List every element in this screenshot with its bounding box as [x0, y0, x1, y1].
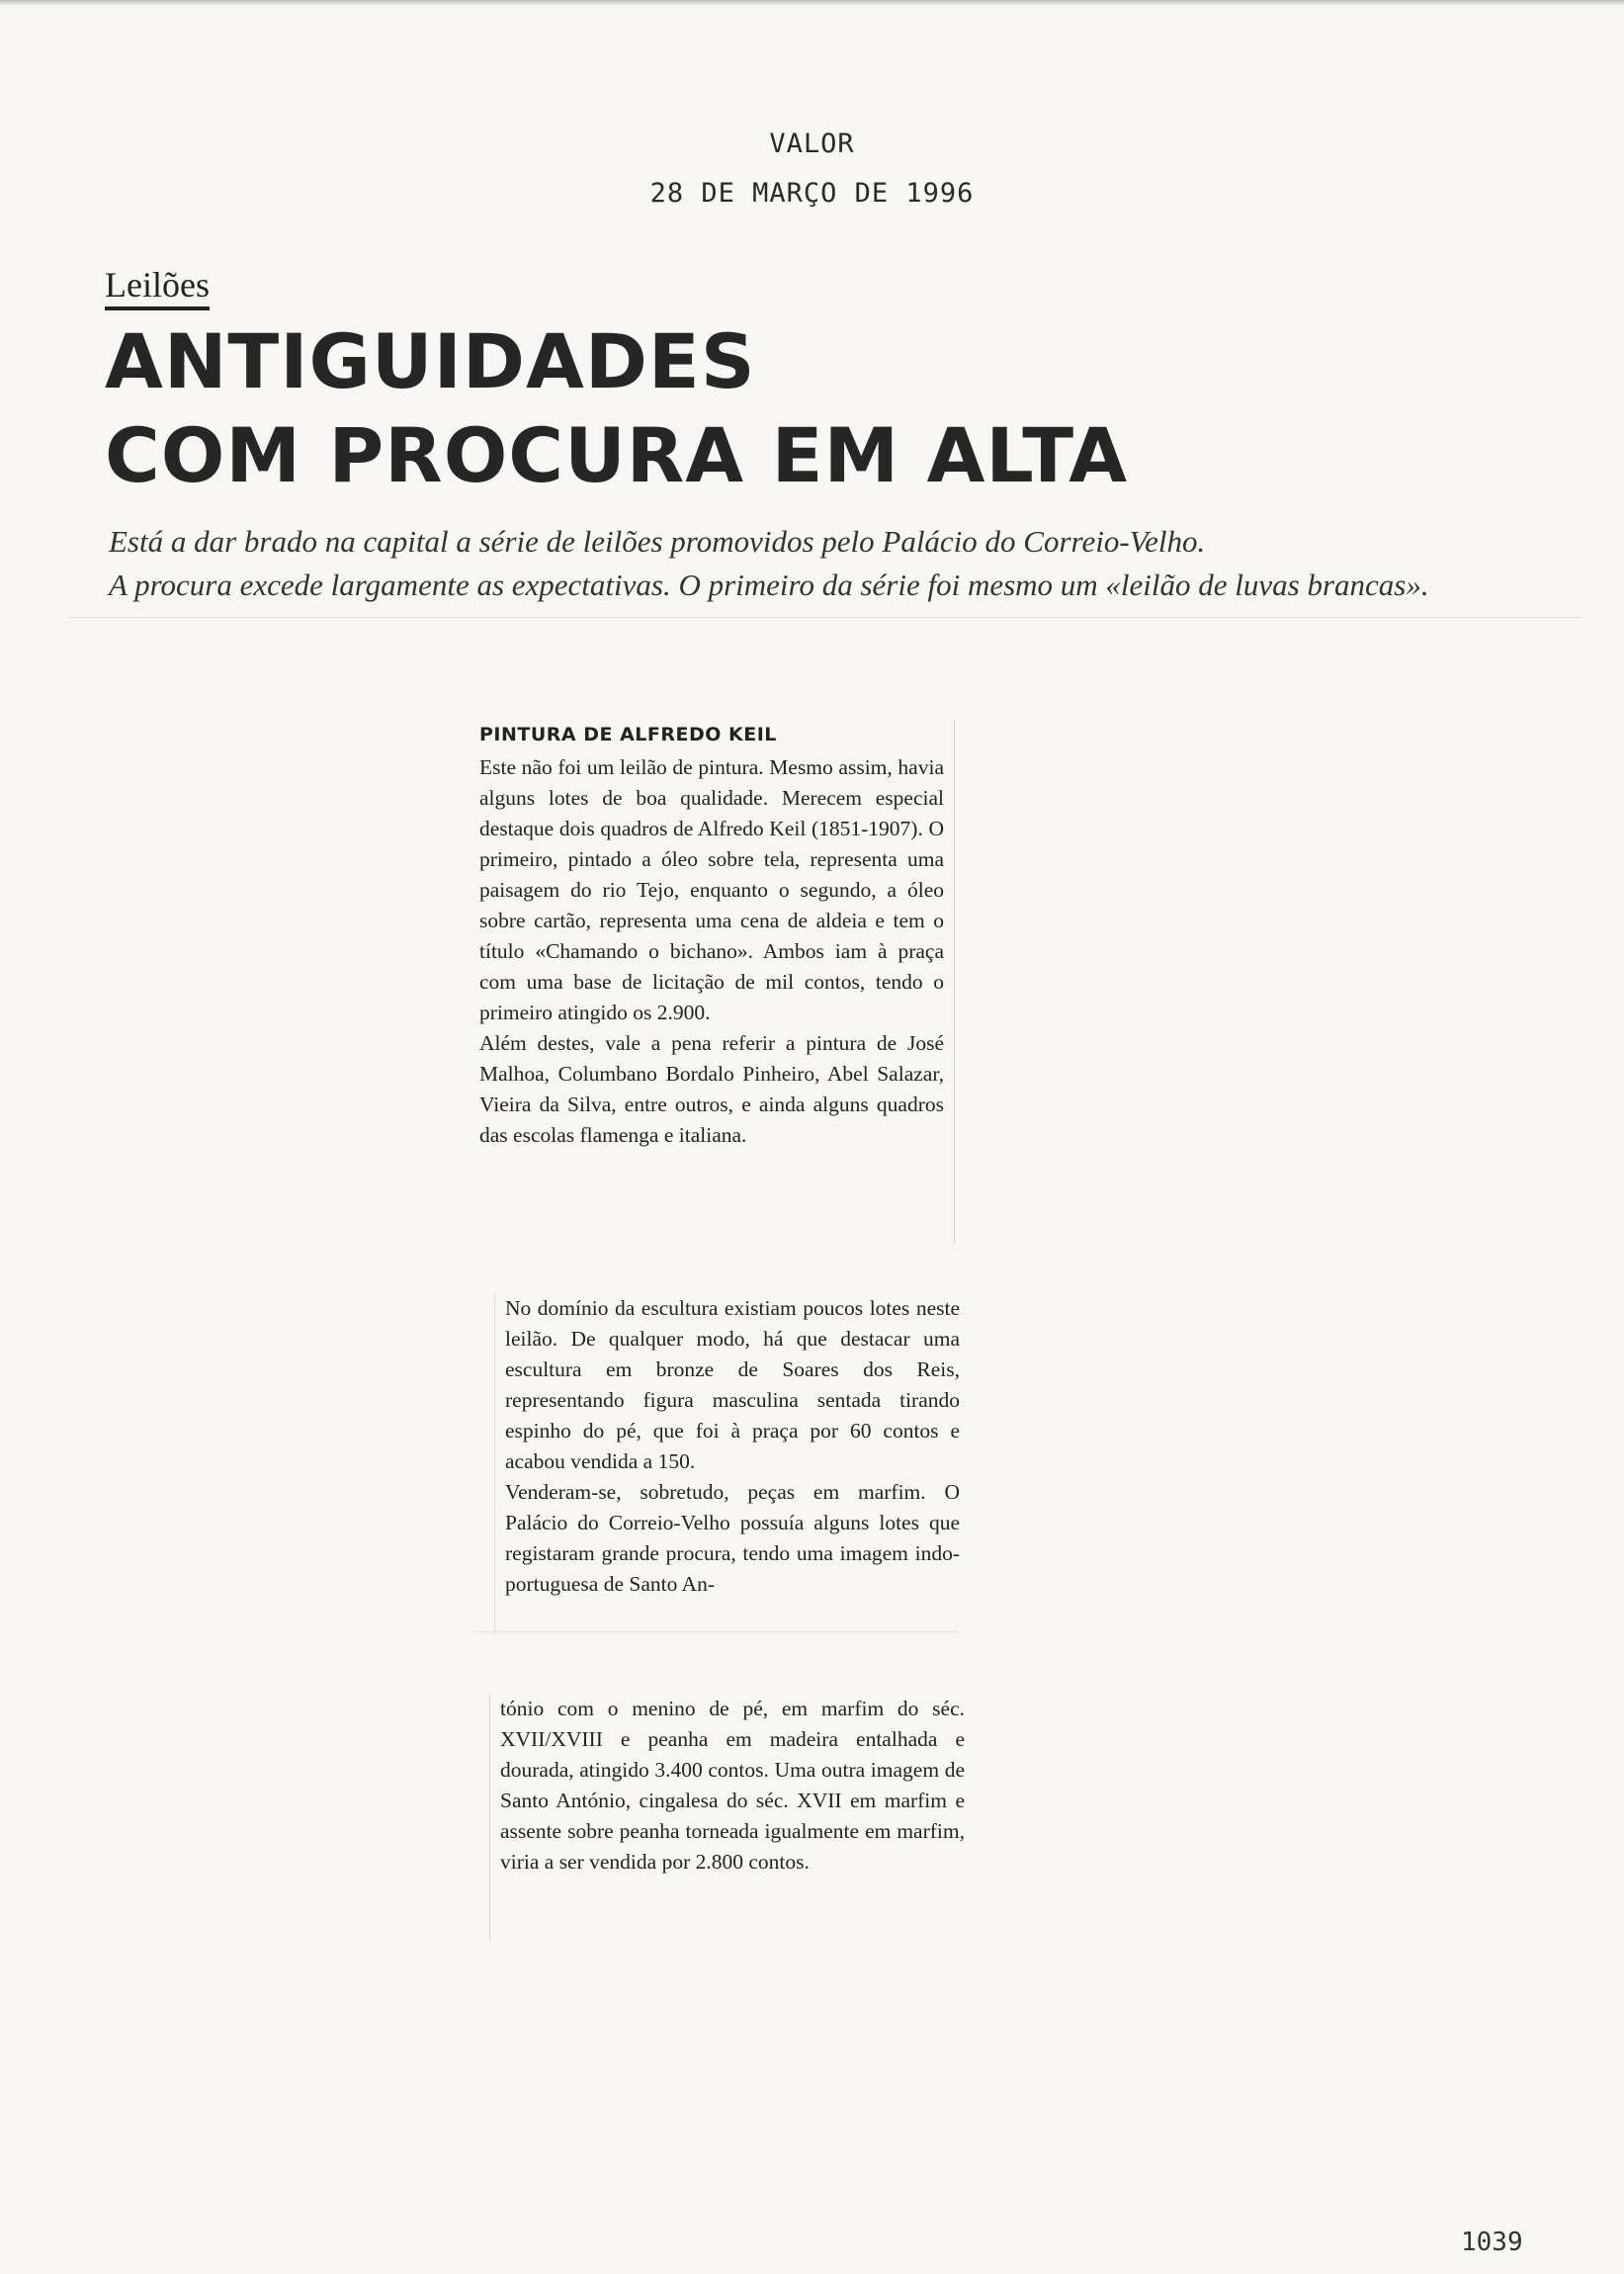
column-paragraph: tónio com o menino de pé, em marfim do séc. XVII/XVIII e peanha em madeira entalhada e dourada, atingido 3.400 contos. Uma outra imagem de Santo António, cingalesa do séc. XVII em marfim e assente sobre peanha torneada igualmente em marfim, viria a ser vendida por 2.800 contos. [500, 1697, 965, 1874]
column-painting [479, 720, 955, 1244]
lead-divider [69, 617, 1581, 618]
scan-edge-shadow [0, 0, 1624, 6]
page-number: 1039 [1461, 2228, 1523, 2257]
publication-name: VALOR [769, 129, 855, 159]
column-paragraph: Além destes, vale a pena referir a pintura de José Malhoa, Columbano Bordalo Pinheiro, Abel Salazar, Vieira da Silva, entre outros, e ainda alguns quadros das escolas flamenga e italiana. [479, 1031, 944, 1147]
lead-line-2: A procura excede largamente as expectativas. O primeiro da série foi mesmo um «leilão de luvas brancas». [109, 568, 1429, 602]
column-ivory [489, 1694, 965, 1941]
headline-line-2: COM PROCURA EM ALTA [105, 411, 1129, 499]
lead-line-1: Está a dar brado na capital a série de leilões promovidos pelo Palácio do Correio-Velho. [109, 524, 1206, 559]
section-label: Leilões [105, 265, 210, 310]
article-headline [105, 314, 1390, 502]
headline-line-1: ANTIGUIDADES [105, 317, 756, 405]
column-sculpture [494, 1293, 960, 1634]
publication-date: 28 DE MARÇO DE 1996 [649, 178, 975, 209]
clipping-divider [474, 1631, 959, 1632]
column-paragraph: No domínio da escultura existiam poucos lotes neste leilão. De qualquer modo, há que destacar uma escultura em bronze de Soares dos Reis, representando figura masculina sentada tirando espinho do pé, que foi à praça por 60 contos e acabou vendida a 150. [505, 1296, 960, 1473]
column-paragraph: Este não foi um leilão de pintura. Mesmo assim, havia alguns lotes de boa qualidade. Merecem especial destaque dois quadros de Alfredo Keil (1851-1907). O primeiro, pintado a óleo sobre tela, representa uma paisagem do rio Tejo, enquanto o segundo, a óleo sobre cartão, representa uma cena de aldeia e tem o título «Chamando o bichano». Ambos iam à praça com uma base de licitação de mil contos, tendo o primeiro atingido os 2.900. [479, 755, 944, 1024]
column-paragraph: Venderam-se, sobretudo, peças em marfim. O Palácio do Correio-Velho possuía alguns lotes que registaram grande procura, tendo uma imagem indo-portuguesa de Santo An- [505, 1480, 960, 1596]
column-heading: PINTURA DE ALFREDO KEIL [479, 724, 777, 745]
article-lead [109, 520, 1542, 607]
